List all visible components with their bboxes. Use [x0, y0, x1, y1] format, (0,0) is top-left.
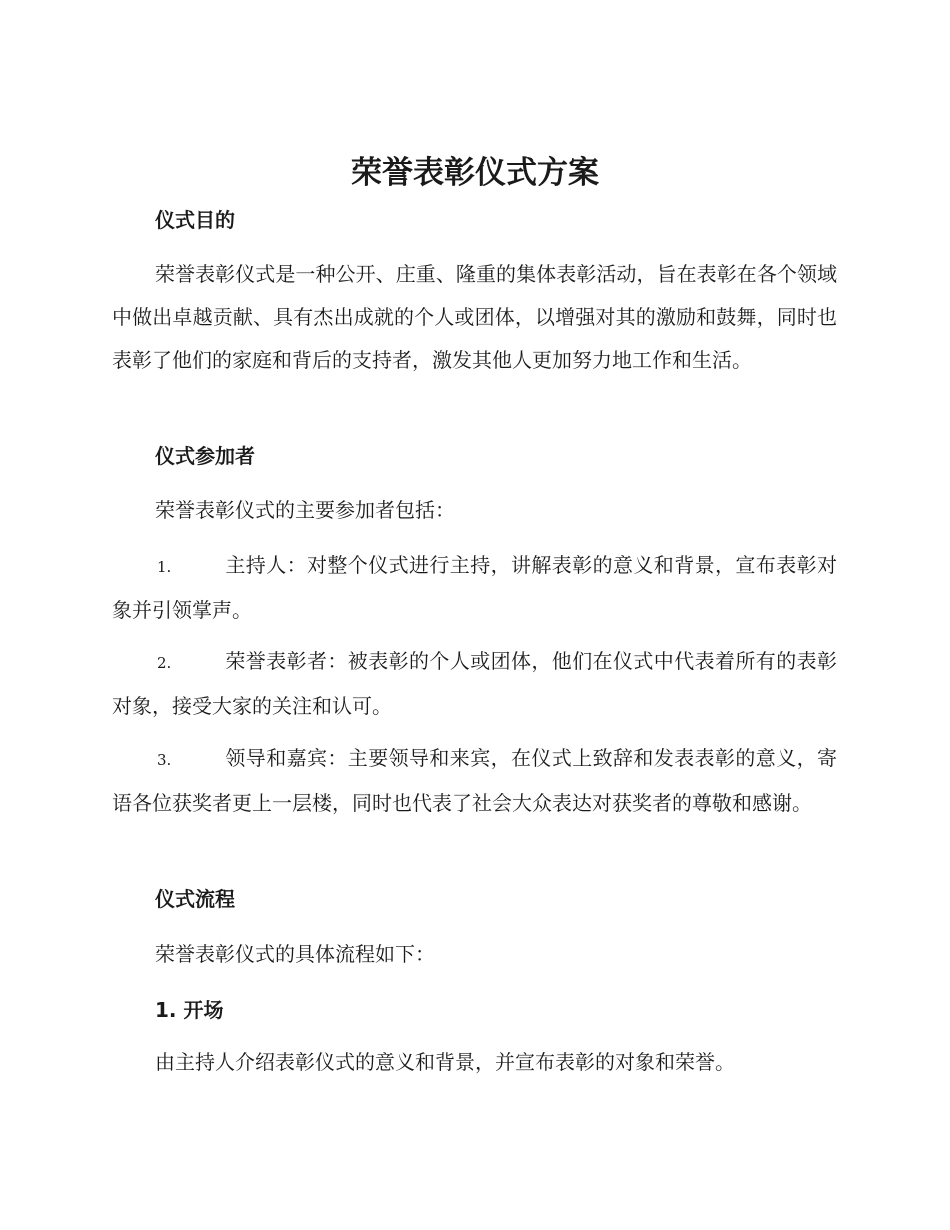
- list-item-text: 主持人：对整个仪式进行主持，讲解表彰的意义和背景，宣布表彰对象并引领掌声。: [112, 553, 837, 622]
- list-item: [112, 640, 837, 728]
- process-intro: 荣誉表彰仪式的具体流程如下：: [155, 942, 435, 966]
- purpose-paragraph: 荣誉表彰仪式是一种公开、庄重、隆重的集体表彰活动，旨在表彰在各个领域中做出卓越贡献、具有杰出成就的个人或团体，以增强对其的激励和鼓舞，同时也表彰了他们的家庭和背后的支持者，激发其他人更加努力地工作和生活。: [112, 262, 837, 372]
- list-item: [112, 544, 837, 632]
- document-title: 荣誉表彰仪式方案: [351, 155, 599, 191]
- opening-paragraph: 由主持人介绍表彰仪式的意义和背景，并宣布表彰的对象和荣誉。: [155, 1050, 735, 1074]
- section-heading-participants: 仪式参加者: [155, 444, 255, 468]
- participants-intro: 荣誉表彰仪式的主要参加者包括：: [155, 498, 455, 522]
- list-item-text: 领导和嘉宾：主要领导和来宾，在仪式上致辞和发表表彰的意义，寄语各位获奖者更上一层楼，同时也代表了社会大众表达对获奖者的尊敬和感谢。: [112, 746, 837, 815]
- list-item-number: 1.: [157, 558, 172, 576]
- section-heading-process: 仪式流程: [155, 887, 235, 911]
- list-item-number: 3.: [157, 751, 172, 769]
- list-item-number: 2.: [157, 654, 172, 672]
- section-heading-purpose: 仪式目的: [155, 208, 235, 232]
- list-item-text: 荣誉表彰者：被表彰的个人或团体，他们在仪式中代表着所有的表彰对象，接受大家的关注和认可。: [112, 649, 837, 718]
- list-item: [112, 737, 837, 825]
- step-heading-opening: 1. 开场: [155, 998, 224, 1022]
